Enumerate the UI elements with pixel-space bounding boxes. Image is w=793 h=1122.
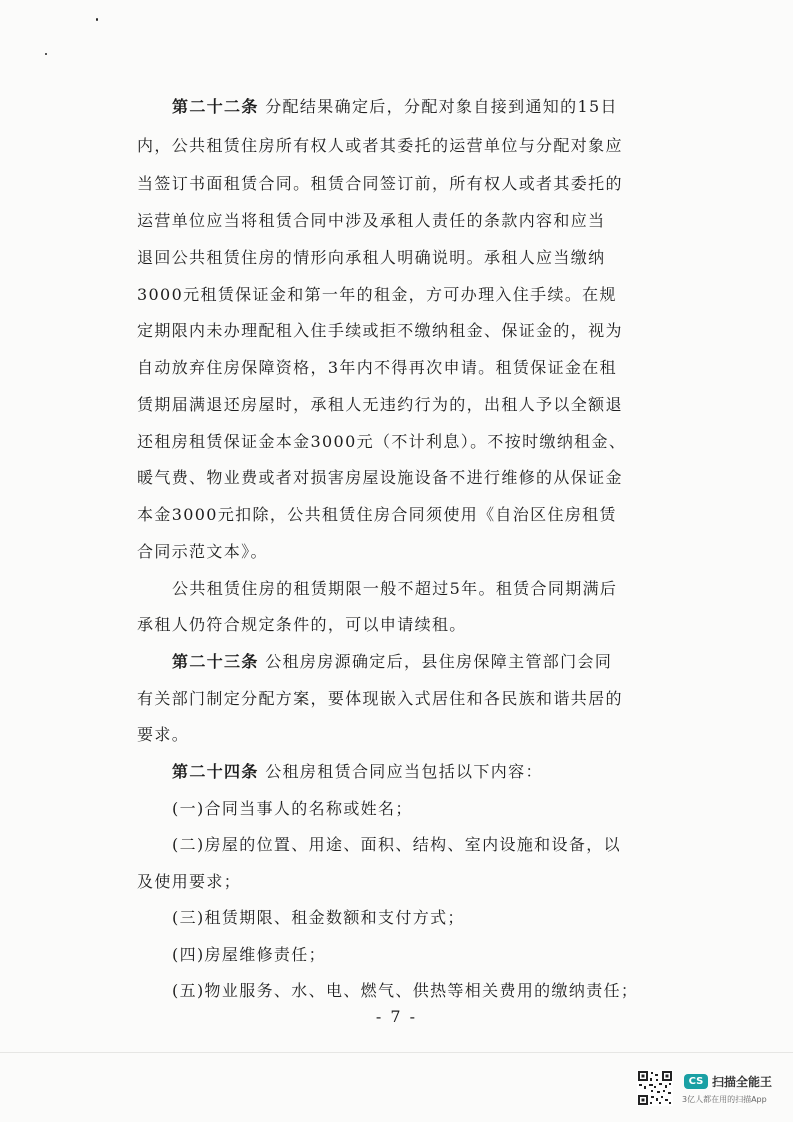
text-line: (四)房屋维修责任； xyxy=(172,945,326,964)
text-line xyxy=(172,761,543,783)
line-text: 公租房房源确定后，县住房保障主管部门会同 xyxy=(258,652,613,671)
article-heading: 第二十四条 xyxy=(172,762,259,781)
text-line: 有关部门制定分配方案，要体现嵌入式居住和各民族和谐共居的 xyxy=(137,689,623,708)
watermark-title: 扫描全能王 xyxy=(712,1075,773,1089)
text-line: (五)物业服务、水、电、燃气、供热等相关费用的缴纳责任； xyxy=(172,981,639,1000)
text-line xyxy=(172,96,618,118)
text-line: 自动放弃住房保障资格，3年内不得再次申请。租赁保证金在租 xyxy=(137,358,617,377)
scanner-watermark xyxy=(637,1070,787,1110)
text-line: 退回公共租赁住房的情形向承租人明确说明。承租人应当缴纳 xyxy=(137,248,606,267)
text-line: (二)房屋的位置、用途、面积、结构、室内设施和设备，以 xyxy=(172,835,621,854)
line-text: 分配结果确定后，分配对象自接到通知的15日 xyxy=(258,97,618,116)
text-line: 当签订书面租赁合同。租赁合同签订前，所有权人或者其委托的 xyxy=(137,174,623,193)
text-line: 及使用要求； xyxy=(137,872,242,891)
scan-edge xyxy=(0,1052,793,1053)
article-heading: 第二十三条 xyxy=(172,652,259,671)
text-line: 暖气费、物业费或者对损害房屋设施设备不进行维修的从保证金 xyxy=(137,468,623,487)
text-line xyxy=(172,651,612,673)
text-line: 承租人仍符合规定条件的，可以申请续租。 xyxy=(137,615,467,634)
scan-speck xyxy=(96,18,98,21)
line-text: 公租房租赁合同应当包括以下内容： xyxy=(258,762,543,781)
text-line: 定期限内未办理配租入住手续或拒不缴纳租金、保证金的，视为 xyxy=(137,321,623,340)
article-heading: 第二十二条 xyxy=(172,97,259,116)
text-line: 要求。 xyxy=(137,725,190,744)
text-line: 合同示范文本》。 xyxy=(137,542,268,561)
text-line: (三)租赁期限、租金数额和支付方式； xyxy=(172,908,465,927)
scan-speck xyxy=(45,53,47,55)
text-line: 3000元租赁保证金和第一年的租金，方可办理入住手续。在规 xyxy=(137,285,617,304)
qr-code-icon xyxy=(637,1070,673,1106)
text-line: 运营单位应当将租赁合同中涉及承租人责任的条款内容和应当 xyxy=(137,211,606,230)
text-line: 赁期届满退还房屋时，承租人无违约行为的，出租人予以全额退 xyxy=(137,395,623,414)
text-line: 公共租赁住房的租赁期限一般不超过5年。租赁合同期满后 xyxy=(172,579,618,598)
text-line: (一)合同当事人的名称或姓名； xyxy=(172,799,413,818)
text-line: 内，公共租赁住房所有权人或者其委托的运营单位与分配对象应 xyxy=(137,136,623,155)
watermark-subtitle: 3亿人都在用的扫描App xyxy=(682,1095,767,1104)
page-number: - 7 - xyxy=(375,1007,418,1026)
text-line: 还租房租赁保证金本金3000元（不计利息）。不按时缴纳租金、 xyxy=(137,432,627,451)
text-line: 本金3000元扣除，公共租赁住房合同须使用《自治区住房租赁 xyxy=(137,505,617,524)
camscanner-logo: CS xyxy=(684,1074,708,1089)
